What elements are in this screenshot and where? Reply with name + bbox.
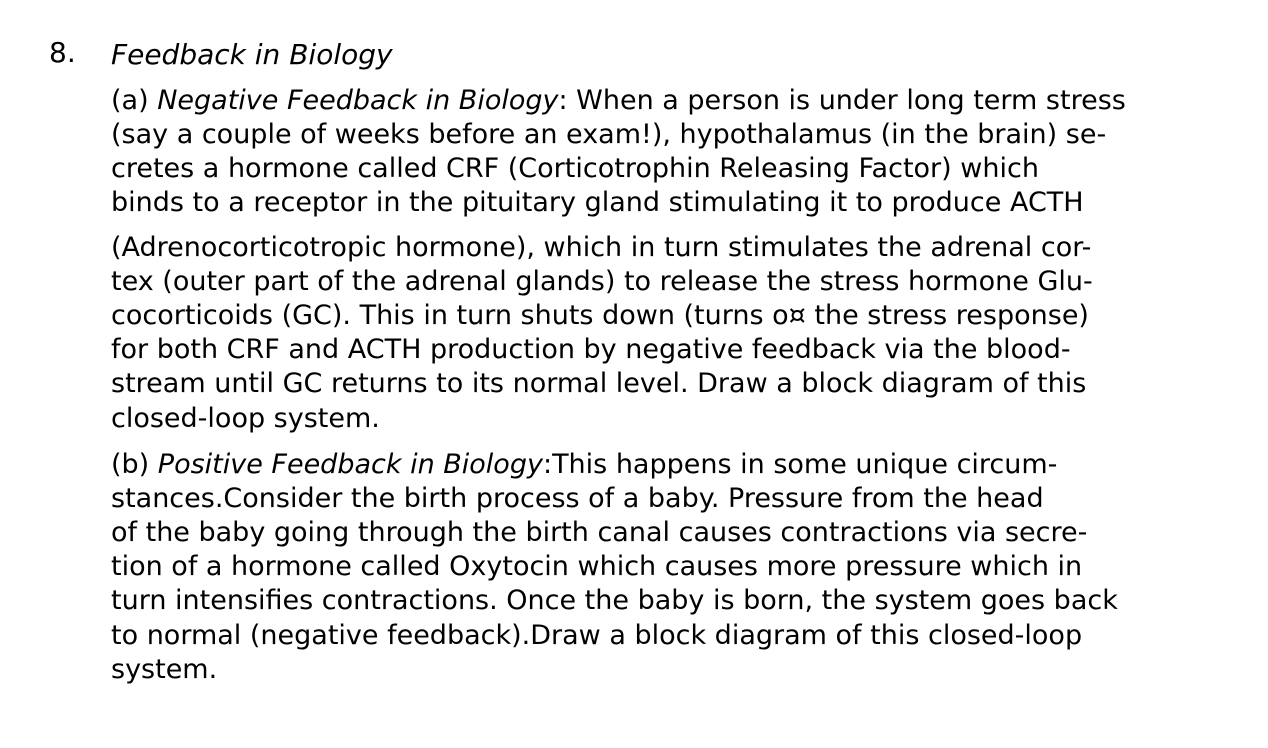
part-a-colon: : bbox=[558, 85, 577, 116]
part-a-line-6: tex (outer part of the adrenal glands) to release the stress hormone Glu- bbox=[111, 266, 1093, 297]
part-b-prefix: (b) bbox=[111, 449, 158, 480]
part-a-text: When a person is under long term stress bbox=[576, 85, 1126, 116]
part-a-line-5: (Adrenocorticotropic hormone), which in turn stimulates the adrenal cor- bbox=[111, 232, 1092, 263]
problem-title: Feedback in Biology bbox=[111, 38, 393, 71]
part-b-colon: : bbox=[542, 449, 553, 480]
part-a-line-10: closed-loop system. bbox=[111, 403, 380, 434]
part-a-prefix: (a) bbox=[111, 85, 158, 116]
part-b-text: This happens in some unique circum- bbox=[552, 449, 1058, 480]
part-b-line-5: turn intensifies contractions. Once the baby is born, the system goes back bbox=[111, 585, 1118, 616]
part-b-line-7: system. bbox=[111, 654, 218, 685]
part-a-line-2: (say a couple of weeks before an exam!), hypothalamus (in the brain) se- bbox=[111, 119, 1107, 150]
problem-number: 8. bbox=[49, 36, 76, 69]
part-a-line-1 bbox=[111, 84, 1126, 118]
part-a-line-7: cocorticoids (GC). This in turn shuts down (turns o¤ the stress response) bbox=[111, 300, 1089, 331]
part-a-line-3: cretes a hormone called CRF (Corticotrophin Releasing Factor) which bbox=[111, 153, 1039, 184]
part-a-heading: Negative Feedback in Biology bbox=[157, 85, 559, 116]
part-b-line-6: to normal (negative feedback).Draw a block diagram of this closed-loop bbox=[111, 620, 1083, 651]
part-b-line-3: of the baby going through the birth canal causes contractions via secre- bbox=[111, 517, 1088, 548]
part-a-line-4: binds to a receptor in the pituitary gland stimulating it to produce ACTH bbox=[111, 187, 1084, 218]
part-a-line-9: stream until GC returns to its normal level. Draw a block diagram of this bbox=[111, 368, 1087, 399]
part-b-line-2: stances.Consider the birth process of a baby. Pressure from the head bbox=[111, 483, 1044, 514]
part-b-heading: Positive Feedback in Biology bbox=[157, 449, 543, 480]
part-a-line-8: for both CRF and ACTH production by negative feedback via the blood- bbox=[111, 334, 1071, 365]
part-b-line-1 bbox=[111, 448, 1057, 482]
part-b-line-4: tion of a hormone called Oxytocin which causes more pressure which in bbox=[111, 551, 1083, 582]
